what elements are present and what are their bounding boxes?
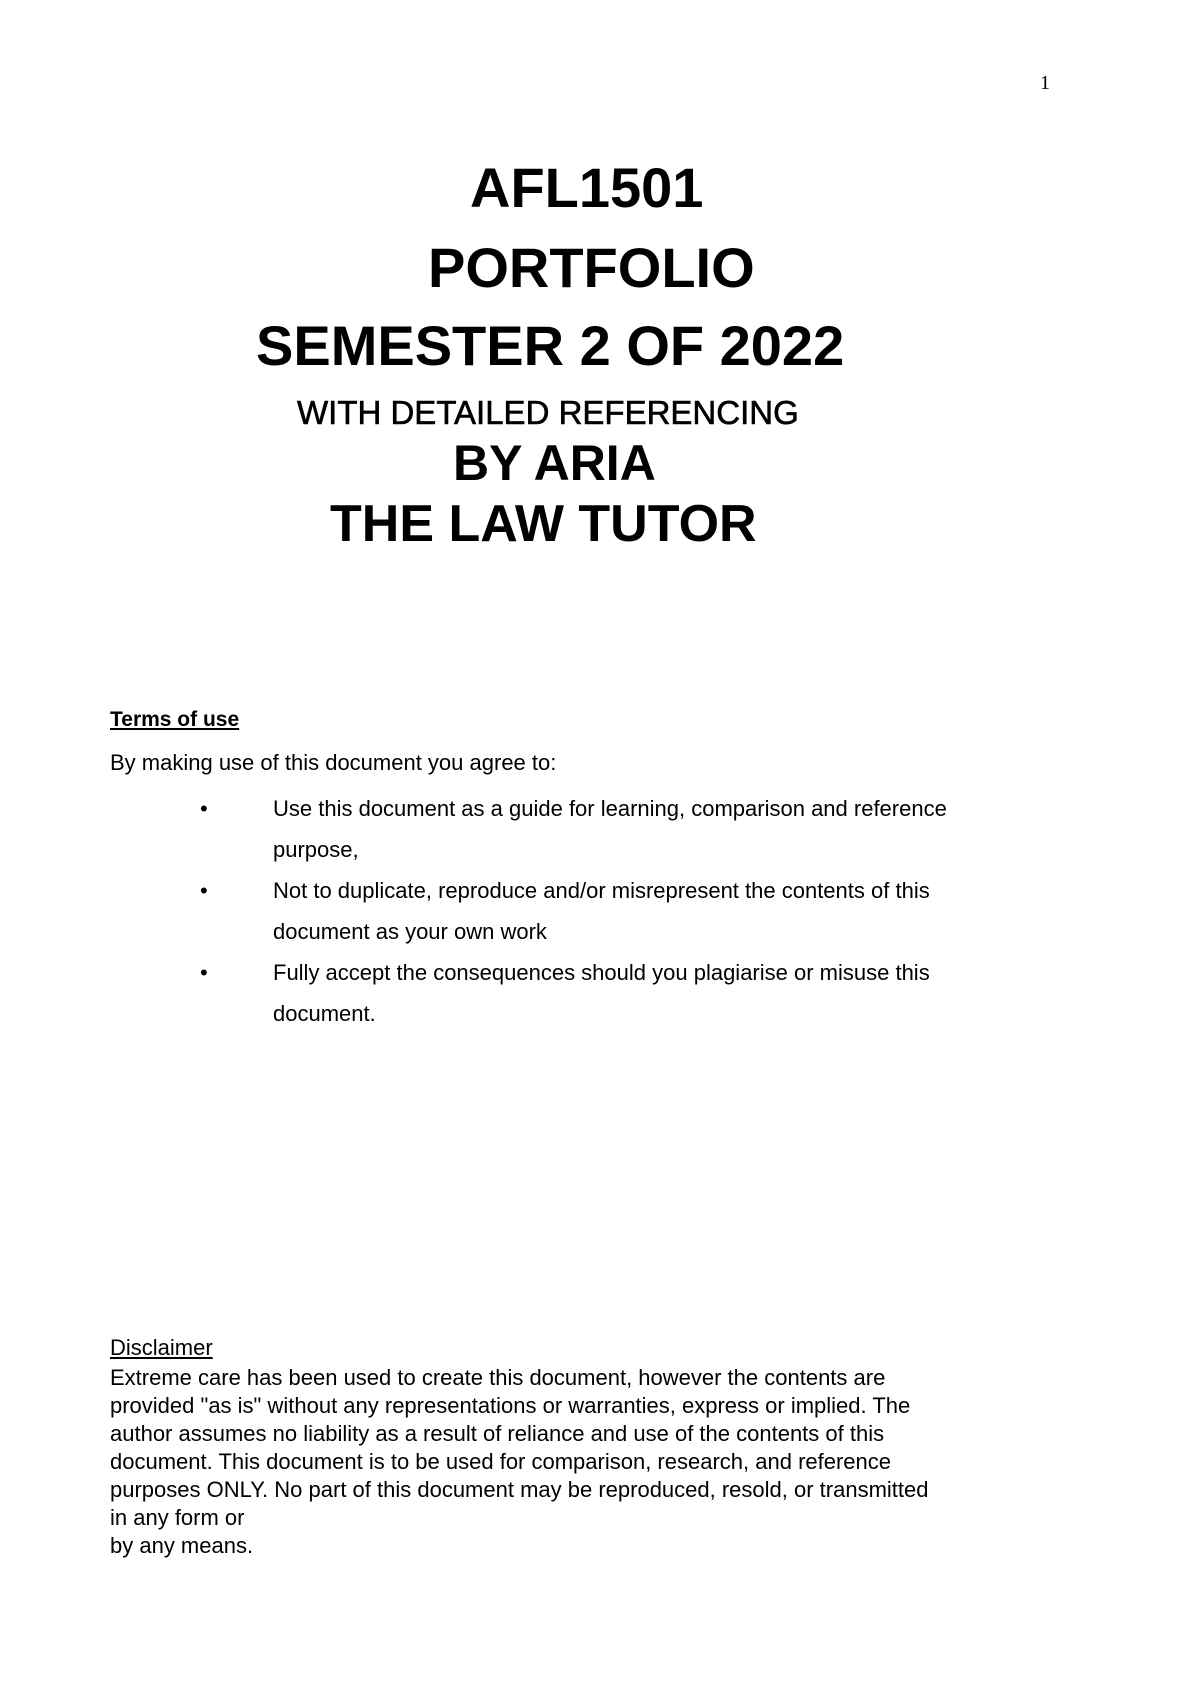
terms-intro: By making use of this document you agree to: [110,750,557,775]
disclaimer-line: Extreme care has been used to create this document, however the contents are [110,1365,886,1390]
disclaimer-line: provided "as is" without any representations or warranties, express or implied. The [110,1393,911,1418]
list-item [110,952,1030,1034]
disclaimer-line: purposes ONLY. No part of this document may be reproduced, resold, or transmitted [110,1477,929,1502]
title-subtitle: WITH DETAILED REFERENCING [297,394,799,431]
list-item [110,870,1030,952]
list-item [110,788,1030,870]
title-semester: SEMESTER 2 OF 2022 [256,314,845,377]
disclaimer-body [110,1364,1040,1560]
terms-heading: Terms of use [110,708,240,731]
terms-list [110,788,1030,1034]
list-item-text: Use this document as a guide for learning, comparison and reference purpose, [273,796,947,862]
title-portfolio: PORTFOLIO [428,236,755,299]
disclaimer-line: document. This document is to be used for comparison, research, and reference [110,1449,892,1474]
list-item-text: Fully accept the consequences should you plagiarise or misuse this document. [273,960,930,1026]
bullet-icon: • [200,960,208,985]
bullet-icon: • [200,796,208,821]
list-item-text: Not to duplicate, reproduce and/or misrepresent the contents of this document as your own work [273,878,930,944]
disclaimer-line: in any form or [110,1505,245,1530]
bullet-icon: • [200,878,208,903]
page-number: 1 [1040,72,1050,94]
disclaimer-line: by any means. [110,1533,254,1558]
title-course-code: AFL1501 [470,156,704,219]
title-author-line: BY ARIA [453,435,656,491]
disclaimer-line: author assumes no liability as a result of reliance and use of the contents of this [110,1421,885,1446]
disclaimer-heading: Disclaimer [110,1335,213,1360]
title-author-name: THE LAW TUTOR [330,495,757,553]
